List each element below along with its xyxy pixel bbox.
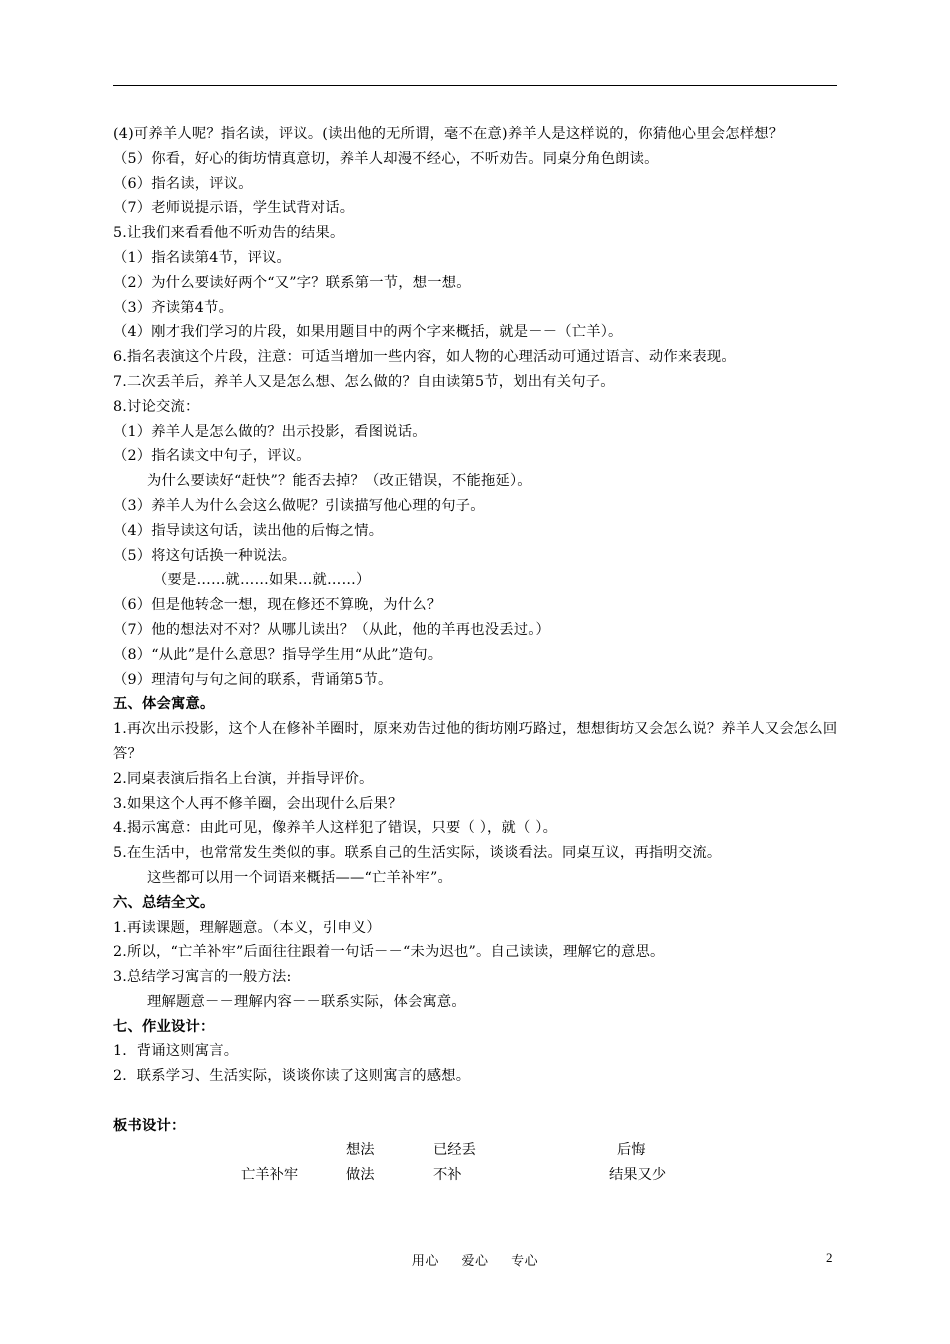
text-line: （8）“从此”是什么意思？指导学生用“从此”造句。 bbox=[113, 646, 443, 663]
text-line: 2．联系学习、生活实际，谈谈你读了这则寓言的感想。 bbox=[113, 1068, 471, 1085]
section-heading: 五、体会寓意。 bbox=[113, 696, 215, 713]
text-line: （4）刚才我们学习的片段，如果用题目中的两个字来概括，就是－－（亡羊）。 bbox=[113, 324, 623, 341]
text-line: 1.再次出示投影，这个人在修补羊圈时，原来劝告过他的街坊刚巧路过，想想街坊又会怎么说？养羊人又会怎么回答？ bbox=[113, 721, 838, 762]
text-line: （2）为什么要读好两个“又”字？联系第一节，想一想。 bbox=[113, 274, 471, 291]
footer-word: 专心 bbox=[511, 1254, 539, 1269]
text-line: 5.让我们来看看他不听劝告的结果。 bbox=[113, 225, 345, 242]
text-line: 3.总结学习寓言的一般方法: bbox=[113, 969, 292, 986]
footer-word: 爱心 bbox=[461, 1254, 489, 1269]
text-line: 3.如果这个人再不修羊圈，会出现什么后果？ bbox=[113, 795, 403, 812]
text-line: 理解题意－－理解内容－－联系实际，体会寓意。 bbox=[147, 993, 466, 1010]
text-line: （1）指名读第4节，评议。 bbox=[113, 249, 292, 266]
board-row1-col-b: 已经丢 bbox=[433, 1141, 476, 1158]
text-line: （要是……就……如果…就……） bbox=[153, 572, 371, 589]
section-heading: 七、作业设计： bbox=[113, 1018, 215, 1035]
page-number: 2 bbox=[826, 1250, 833, 1265]
text-line: （7）他的想法对不对？从哪儿读出？（从此，他的羊再也没丢过。） bbox=[113, 621, 551, 638]
board-row1-col-a: 想法 bbox=[346, 1141, 375, 1158]
footer-motto bbox=[0, 1250, 950, 1269]
text-line: 7.二次丢羊后，养羊人又是怎么想、怎么做的？自由读第5节，划出有关句子。 bbox=[113, 373, 615, 390]
text-line: （5）将这句话换一种说法。 bbox=[113, 547, 297, 564]
board-row1-col-c: 后悔 bbox=[617, 1141, 646, 1158]
board-row2-col-c: 结果又少 bbox=[609, 1166, 667, 1183]
text-line: 5.在生活中，也常常发生类似的事。联系自己的生活实际，谈谈看法。同桌互议，再指明交流。 bbox=[113, 845, 722, 862]
text-line: （3）齐读第4节。 bbox=[113, 299, 234, 316]
text-line: （7）老师说提示语，学生试背对话。 bbox=[113, 200, 355, 217]
board-design-heading: 板书设计： bbox=[113, 1117, 186, 1134]
text-line: 1．背诵这则寓言。 bbox=[113, 1043, 239, 1060]
text-line: （6）指名读，评议。 bbox=[113, 175, 253, 192]
footer-word: 用心 bbox=[411, 1254, 439, 1269]
header-rule bbox=[113, 85, 837, 86]
text-line: （4）指导读这句话，读出他的后悔之情。 bbox=[113, 522, 384, 539]
text-line: 为什么要读好“赶快”？能否去掉？（改正错误，不能拖延）。 bbox=[147, 473, 532, 490]
board-title: 亡羊补牢 bbox=[241, 1166, 299, 1183]
text-line: （2）指名读文中句子，评议。 bbox=[113, 448, 311, 465]
text-line: （5）你看，好心的街坊情真意切，养羊人却漫不经心，不听劝告。同桌分角色朗读。 bbox=[113, 150, 659, 167]
text-line: （6）但是他转念一想，现在修还不算晚，为什么？ bbox=[113, 597, 442, 614]
text-line: 4.揭示寓意：由此可见，像养羊人这样犯了错误，只要（ ），就（ ）。 bbox=[113, 820, 558, 837]
board-design bbox=[113, 1139, 843, 1191]
text-line: 2.所以，“亡羊补牢”后面往往跟着一句话－－“未为迟也”。自己读读，理解它的意思。 bbox=[113, 944, 665, 961]
text-line: （3）养羊人为什么会这么做呢？引读描写他心理的句子。 bbox=[113, 497, 485, 514]
text-line: 8.讨论交流： bbox=[113, 398, 200, 415]
board-row2-col-a: 做法 bbox=[346, 1166, 375, 1183]
text-line: （9）理清句与句之间的联系，背诵第5节。 bbox=[113, 671, 393, 688]
document-body bbox=[113, 122, 843, 1191]
text-line: 6.指名表演这个片段，注意：可适当增加一些内容，如人物的心理活动可通过语言、动作来表现。 bbox=[113, 349, 736, 366]
blank-line bbox=[113, 1089, 843, 1114]
text-line: (4)可养羊人呢？指名读，评议。(读出他的无所谓，毫不在意)养羊人是这样说的，你猜他心里会怎样想？ bbox=[113, 126, 784, 142]
text-line: 1.再读课题，理解题意。（本义，引申义） bbox=[113, 919, 381, 936]
text-line: 2.同桌表演后指名上台演，并指导评价。 bbox=[113, 770, 374, 787]
text-line: 这些都可以用一个词语来概括——“亡羊补牢”。 bbox=[147, 869, 452, 886]
section-heading: 六、总结全文。 bbox=[113, 894, 215, 911]
text-line: （1）养羊人是怎么做的？出示投影，看图说话。 bbox=[113, 423, 427, 440]
board-row2-col-b: 不补 bbox=[433, 1166, 462, 1183]
